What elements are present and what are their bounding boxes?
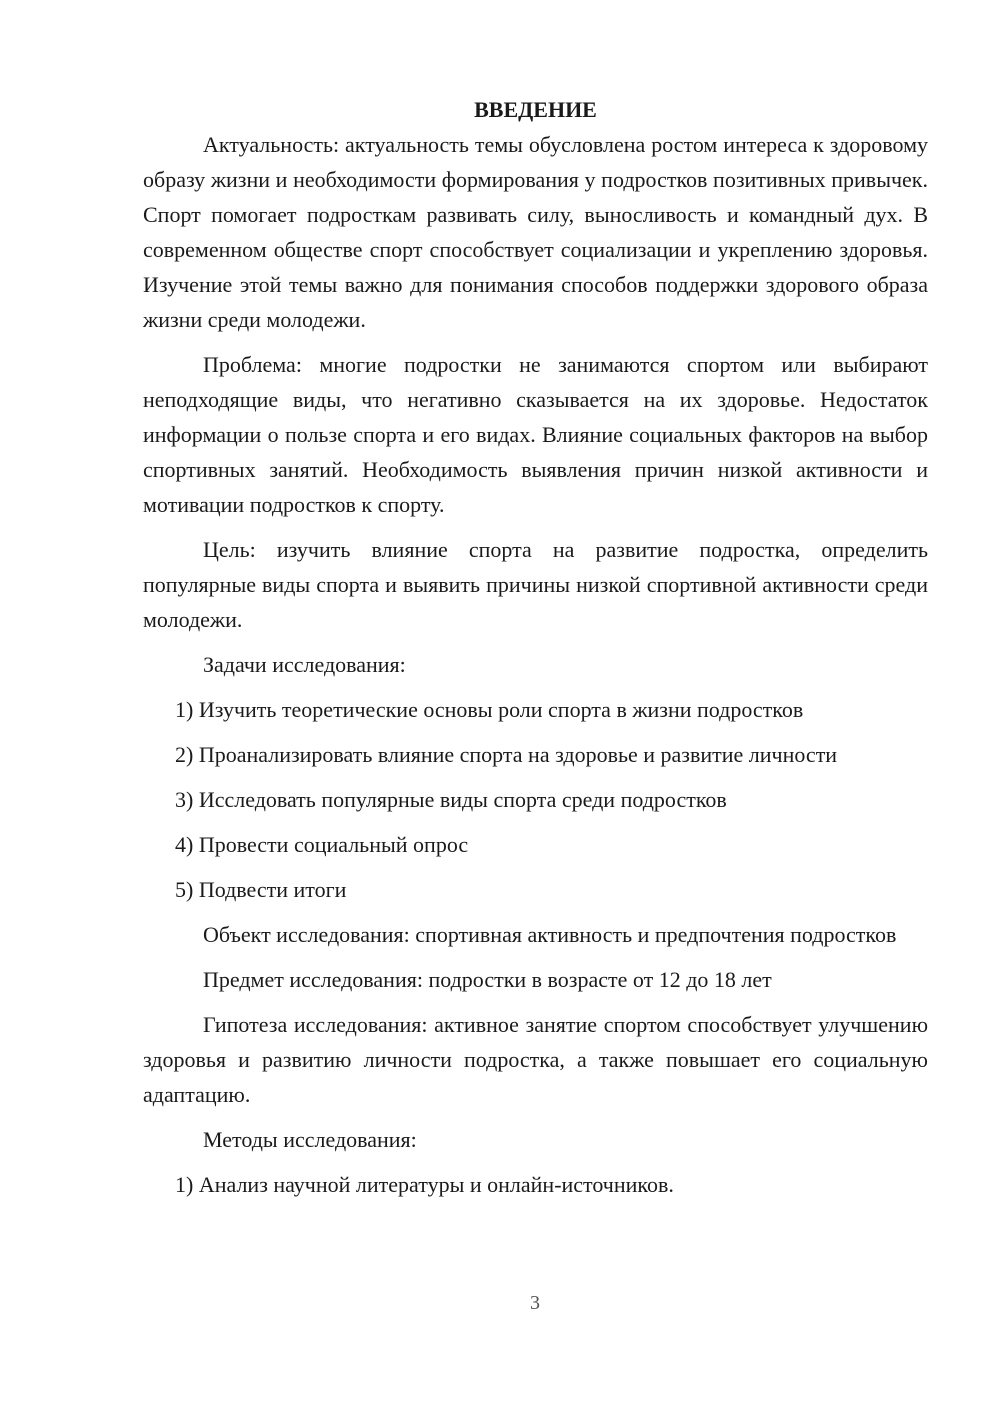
method-item: 1) Анализ научной литературы и онлайн-источников. xyxy=(175,1172,674,1197)
task-item: 1) Изучить теоретические основы роли спорта в жизни подростков xyxy=(175,697,804,722)
relevance-paragraph: Актуальность: актуальность темы обусловлена ростом интереса к здоровому образу жизни и необходимости формирования у подростков позитивных привычек. Спорт помогает подросткам развивать силу, выносливость и командный дух. В современном обществе спорт способствует социализации и укреплению здоровья. Изучение этой темы важно для понимания способов поддержки здорового образа жизни среди молодежи. xyxy=(143,132,928,332)
page-number: 3 xyxy=(530,1292,540,1314)
task-item: 4) Провести социальный опрос xyxy=(175,832,469,857)
object-paragraph: Объект исследования: спортивная активность и предпочтения подростков xyxy=(203,922,897,947)
subject-paragraph: Предмет исследования: подростки в возрасте от 12 до 18 лет xyxy=(203,967,772,992)
hypothesis-paragraph: Гипотеза исследования: активное занятие спортом способствует улучшению здоровья и развитию личности подростка, а также повышает его социальную адаптацию. xyxy=(143,1012,928,1107)
task-item: 3) Исследовать популярные виды спорта среди подростков xyxy=(175,787,727,812)
methods-heading: Методы исследования: xyxy=(203,1127,417,1152)
document-page xyxy=(143,92,928,1212)
problem-paragraph: Проблема: многие подростки не занимаются спортом или выбирают неподходящие виды, что негативно сказывается на их здоровье. Недостаток информации о пользе спорта и его видах. Влияние социальных факторов на выбор спортивных занятий. Необходимость выявления причин низкой активности и мотивации подростков к спорту. xyxy=(143,352,928,517)
section-title: ВВЕДЕНИЕ xyxy=(474,97,597,122)
goal-paragraph: Цель: изучить влияние спорта на развитие подростка, определить популярные виды спорта и выявить причины низкой спортивной активности среди молодежи. xyxy=(143,537,928,632)
tasks-heading: Задачи исследования: xyxy=(203,652,406,677)
task-item: 2) Проанализировать влияние спорта на здоровье и развитие личности xyxy=(175,742,838,767)
task-item: 5) Подвести итоги xyxy=(175,877,347,902)
